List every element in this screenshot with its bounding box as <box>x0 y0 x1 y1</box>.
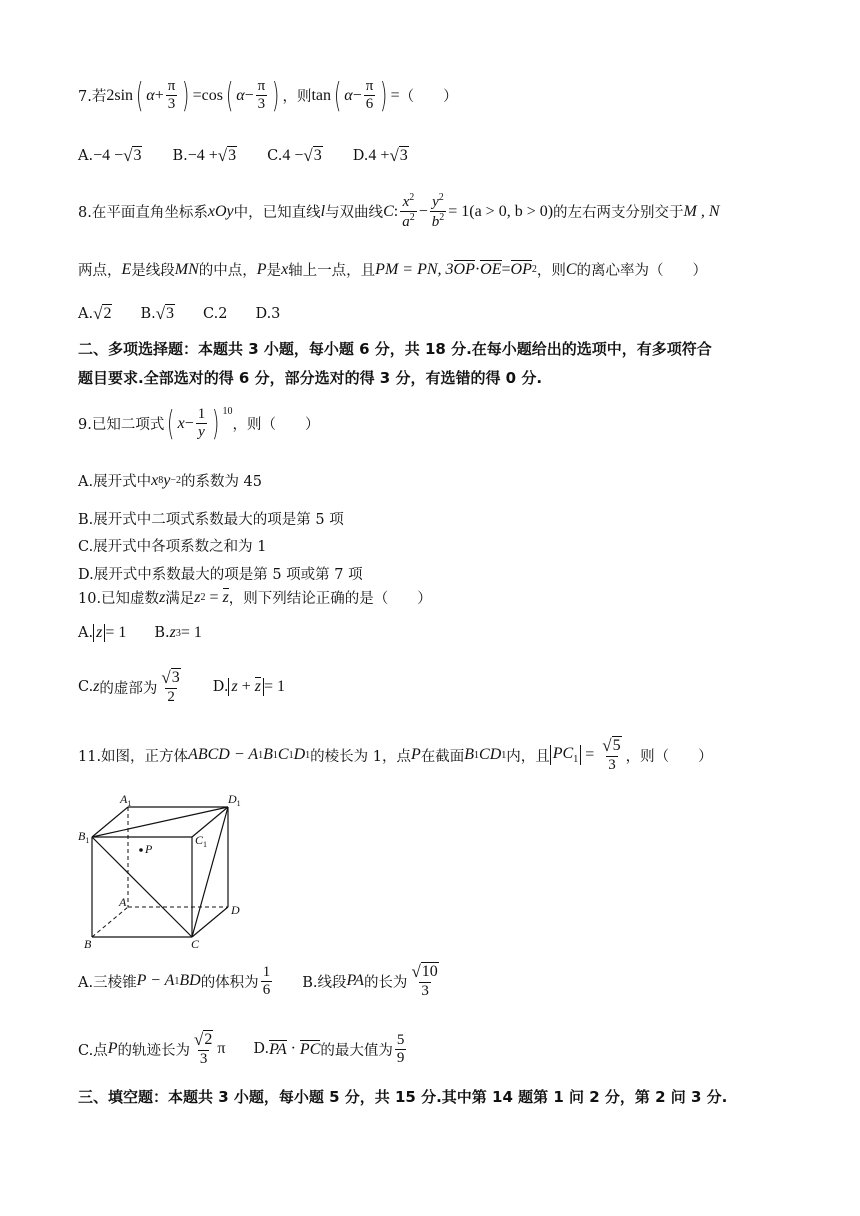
fraction: $\frac{\pi}{3}$ <box>257 78 266 113</box>
question-8-options: A. √ 2 B. √ 3 C.2 D.3 <box>78 304 281 323</box>
point-p <box>139 848 143 852</box>
question-11-options-ab: A.三棱锥 P − A 1 BD 的体积为 $\frac{1}{6}$ B.线段 PA 的长为 √ 10 3 <box>78 962 438 1000</box>
edge-b1d1 <box>92 807 228 837</box>
label-c1: $C_1$ <box>195 833 208 849</box>
label-a1: $A_1$ <box>120 792 132 808</box>
question-10-options-ab: A. z = 1 B. z 3 = 1 <box>78 624 202 641</box>
question-11-options-cd: C.点 P 的轨迹长为 √ 2 3 π D. PA · PC 的最大值为 $\frac{5}{9}$ <box>78 1030 405 1068</box>
edge-cd <box>192 907 228 937</box>
question-8-stem-line1: 8.在平面直角坐标系 xOy 中，已知直线 l 与双曲线 C : $\frac{x^2}{a^2}$ − $\frac{y^2}{b^2}$ = 1(a > 0, b > 0) 的左右两支分别交于 M , N <box>78 192 720 231</box>
question-9-option-c: C.展开式中各项系数之和为 1 <box>78 539 267 555</box>
fraction: $\frac{\pi}{6}$ <box>365 78 374 113</box>
fraction: $\frac{\pi}{3}$ <box>167 78 176 113</box>
label-a: A <box>119 895 127 909</box>
edge-ab-hidden <box>92 907 128 937</box>
edge-d1c <box>192 807 228 937</box>
question-9-stem: 9.已知二项式 ( x − $\frac{1}{y}$ ) $^{10}$ ，则（ ） <box>78 403 320 444</box>
question-9-option-a: A.展开式中 x 8 y −2 的系数为 45 <box>78 471 263 490</box>
question-7-options: A. −4 − √ 3 B. −4 + √ 3 C. 4 − √ 3 D. 4 + √ 3 <box>78 146 408 165</box>
question-7-stem: 7.若 2sin ( α + $\frac{\pi}{3}$ ) = cos ( α − $\frac{\pi}{3}$ ) ，则 tan ( α − $\frac{\pi}{6}$ ) = （ ） <box>78 75 458 116</box>
question-11-stem: 11.如图，正方体 ABCD − A 1 B 1 C 1 D 1 的棱长为 1，点 P 在截面 B 1 CD 1 内，且 $PC_1$ = √ 5 3 ，则（ ） <box>78 736 713 774</box>
question-8-stem-line2: 两点， E 是线段 MN 的中点， P 是 x 轴上一点，且 PM = PN, 3 OP · OE = OP 2 ，则 C 的离心率为（ ） <box>78 260 708 279</box>
label-d: D <box>231 903 240 917</box>
section-2-heading-line2: 题目要求.全部选对的得 6 分，部分选对的得 3 分，有选错的得 0 分. <box>78 369 543 387</box>
label-c: C <box>191 937 200 950</box>
section-3-heading: 三、填空题：本题共 3 小题，每小题 5 分，共 15 分.其中第 14 题第 1 问 2 分，第 2 问 3 分. <box>78 1088 728 1106</box>
label-d1: $D_1$ <box>228 792 241 808</box>
question-9-option-b: B.展开式中二项式系数最大的项是第 5 项 <box>78 512 344 528</box>
question-9-option-d: D.展开式中系数最大的项是第 5 项或第 7 项 <box>78 567 363 583</box>
label-b: B <box>84 937 92 950</box>
question-10-stem: 10.已知虚数 z 满足 z 2 = z ，则下列结论正确的是（ ） <box>78 588 432 607</box>
question-10-options-cd: C. z 的虚部为 √ 3 2 D. z + z = 1 <box>78 668 286 706</box>
label-p: P <box>145 842 153 856</box>
section-2-heading-line1: 二、多项选择题：本题共 3 小题，每小题 6 分，共 18 分.在每小题给出的选项中，有多项符合 <box>78 340 712 358</box>
label-b1: $B_1$ <box>78 829 90 845</box>
edge-b1c <box>92 837 192 937</box>
cube-diagram <box>78 790 248 950</box>
